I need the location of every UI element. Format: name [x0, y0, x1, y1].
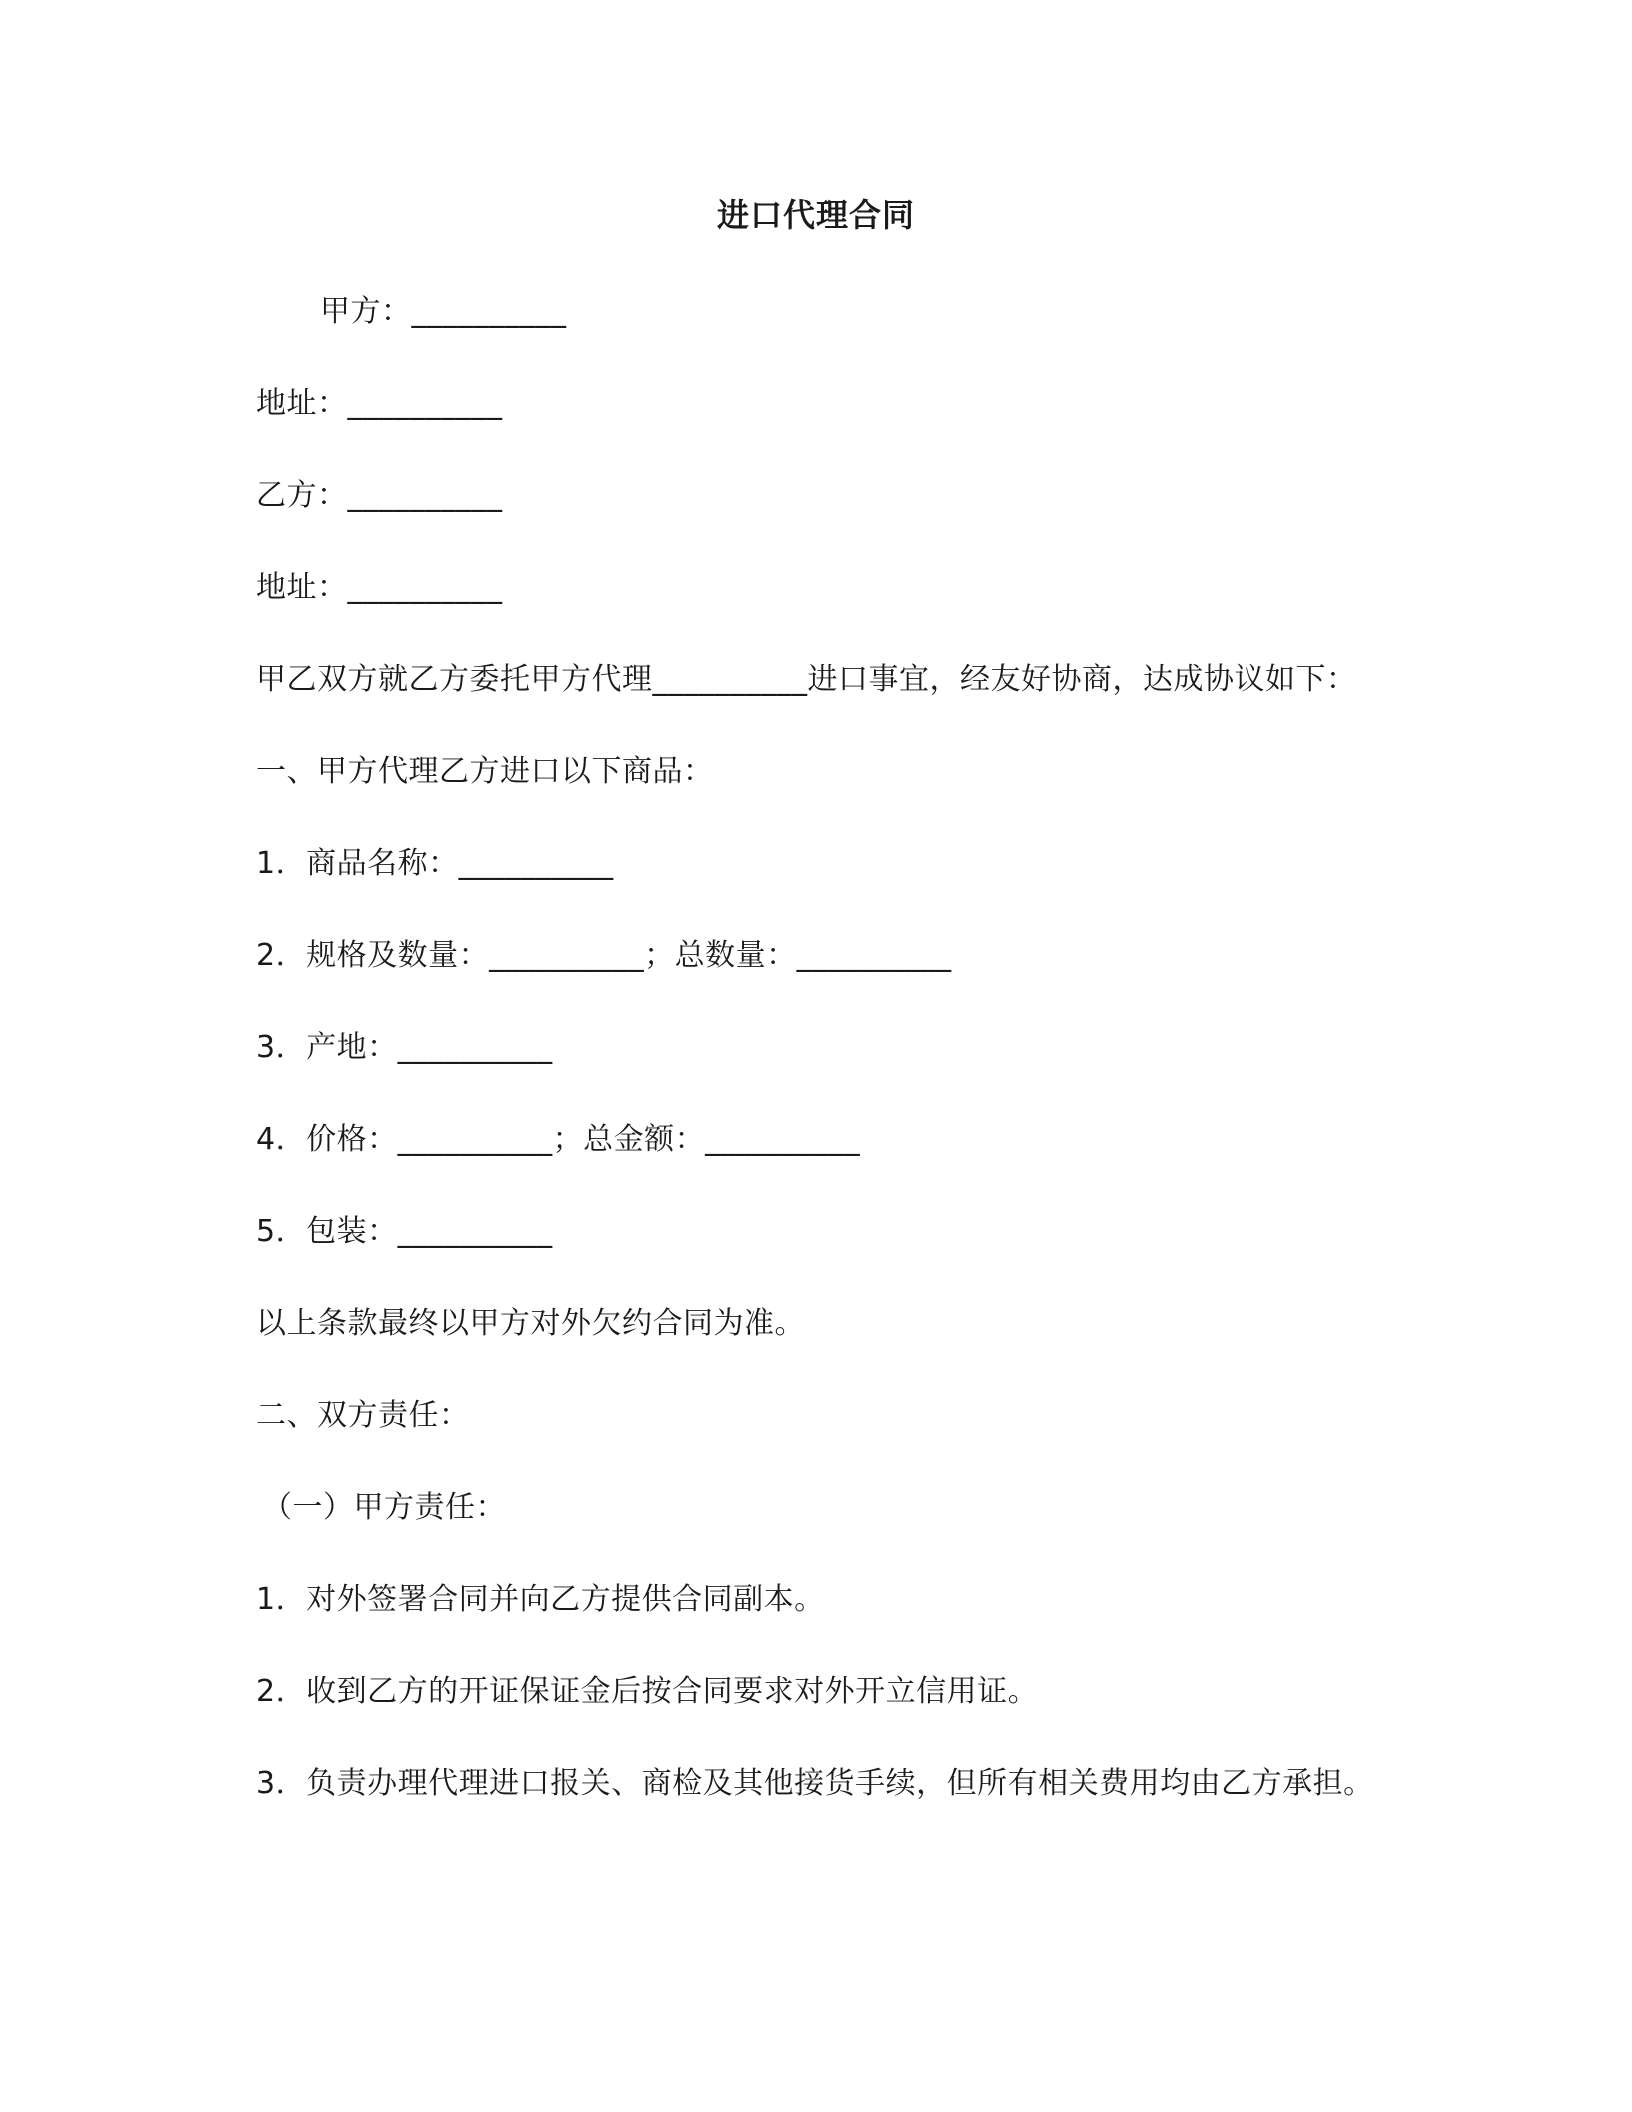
- item-origin: 3．产地：__________: [256, 1030, 553, 1065]
- item-spec-quantity: 2．规格及数量：__________；总数量：__________: [256, 938, 952, 973]
- section-two-heading: 二、双方责任：: [256, 1398, 470, 1433]
- item-product-name: 1．商品名称：__________: [256, 846, 614, 881]
- party-a-line: 甲方：__________: [320, 294, 567, 329]
- preamble-paragraph: 甲乙双方就乙方委托甲方代理__________进口事宜，经友好协商，达成协议如下：: [256, 662, 1357, 697]
- document-title: 进口代理合同: [716, 196, 915, 234]
- item-packaging: 5．包装：__________: [256, 1214, 553, 1249]
- responsibility-item-1: 1．对外签署合同并向乙方提供合同副本。: [256, 1582, 825, 1617]
- responsibility-item-2: 2．收到乙方的开证保证金后按合同要求对外开立信用证。: [256, 1674, 1039, 1709]
- party-a-address-line: 地址：__________: [256, 386, 503, 421]
- party-b-address-line: 地址：__________: [256, 570, 503, 605]
- responsibility-item-3: 3．负责办理代理进口报关、商检及其他接货手续，但所有相关费用均由乙方承担。: [256, 1766, 1374, 1801]
- section-one-heading: 一、甲方代理乙方进口以下商品：: [256, 754, 714, 789]
- terms-note: 以上条款最终以甲方对外欠约合同为准。: [256, 1306, 805, 1341]
- party-a-responsibility-heading: （一）甲方责任：: [262, 1490, 506, 1525]
- party-b-line: 乙方：__________: [256, 478, 503, 513]
- item-price: 4．价格：__________；总金额：__________: [256, 1122, 861, 1157]
